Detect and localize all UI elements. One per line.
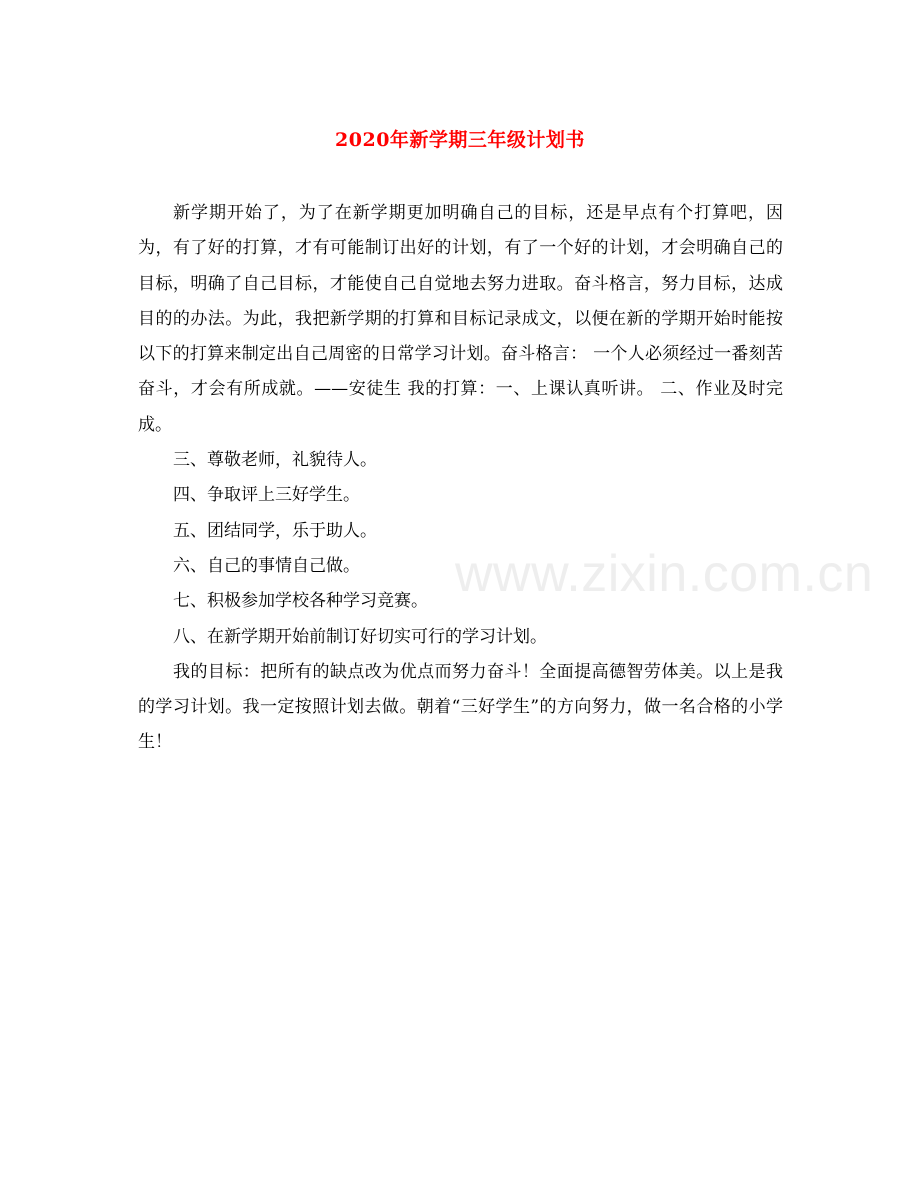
watermark: www.zixin.com.cn bbox=[455, 545, 874, 603]
paragraph-plan-4: 四、争取评上三好学生。 bbox=[173, 485, 360, 506]
paragraph-plan-7: 七、积极参加学校各种学习竞赛。 bbox=[173, 591, 428, 612]
paragraph-plan-6: 六、自己的事情自己做。 bbox=[173, 555, 360, 576]
document-title: 2020年新学期三年级计划书 bbox=[335, 129, 585, 151]
paragraph-plan-8: 八、在新学期开始前制订好切实可行的学习计划。 bbox=[173, 626, 547, 647]
paragraph-intro: 新学期开始了，为了在新学期更加明确自己的目标，还是早点有个打算吧，因为，有了好的打算，才有可能制订出好的计划，有了一个好的计划，才会明确自己的目标，明确了自己目标，才能使自己自觉地去努力进取。奋斗格言，努力目标，达成目的的办法。为此，我把新学期的打算和目标记录成文，以便在新的学期开始时能按以下的打算来制定出自己周密的日常学习计划。奋斗格言： 一个人必须经过一番刻苦奋斗，才会有所成就。——安徒生 我的打算：一、上课认真听讲。 二、作业及时完成。 bbox=[138, 203, 783, 435]
paragraph-plan-3: 三、尊敬老师，礼貌待人。 bbox=[173, 450, 377, 471]
paragraph-goal: 我的目标：把所有的缺点改为优点而努力奋斗！全面提高德智劳体美。以上是我的学习计划。我一定按照计划去做。朝着“三好学生”的方向努力，做一名合格的小学生！ bbox=[138, 661, 783, 753]
document-body bbox=[138, 196, 783, 761]
paragraph-plan-5: 五、团结同学，乐于助人。 bbox=[173, 520, 377, 541]
